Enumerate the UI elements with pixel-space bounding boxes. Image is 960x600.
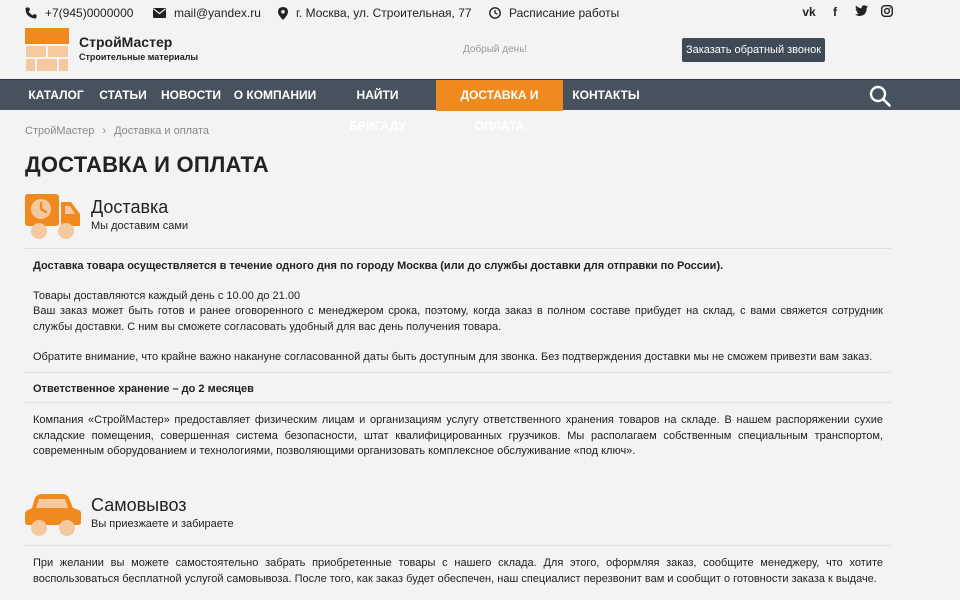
phone-contact[interactable] (25, 6, 133, 20)
envelope-icon (153, 8, 166, 18)
phone-number: +7(945)0000000 (45, 6, 134, 20)
email-contact[interactable] (153, 6, 261, 20)
logo-subtitle: Строительные материалы (79, 52, 199, 62)
section-divider (25, 372, 891, 373)
delivery-intro: Доставка товара осуществляется в течение одного дня по городу Москва (или до службы доставки для отправки по России). (33, 260, 724, 272)
section-divider (25, 248, 891, 249)
logo-text[interactable] (79, 34, 198, 62)
pickup-title: Самовывоз (91, 495, 187, 515)
twitter-icon[interactable] (854, 5, 868, 20)
storage-title: Ответственное хранение – до 2 месяцев (33, 383, 254, 395)
section-divider (25, 545, 891, 546)
address-contact (278, 6, 472, 20)
delivery-title: Доставка (91, 197, 169, 217)
vk-icon[interactable]: vk (802, 5, 816, 19)
logo-title: СтройМастер (79, 34, 173, 50)
greeting-text: Добрый день! (463, 44, 528, 55)
nav-item-articles[interactable]: СТАТЬИ (99, 88, 147, 102)
email-address: mail@yandex.ru (174, 6, 261, 20)
pickup-text: При желании вы можете самостоятельно забрать приобретенные товары с нашего склада. Для этого, оформляя заказ, сообщите менеджеру, что хотите воспользоваться бесплатной услугой самовывоза. После того, как заказ будет обеспечен, наш специалист перезвонит вам и сообщит о готовности заказа к выдаче. (33, 557, 883, 585)
nav-item-delivery[interactable]: ДОСТАВКА И ОПЛАТА (436, 80, 563, 111)
social-links (802, 5, 894, 20)
schedule-label: Расписание работы (509, 6, 620, 20)
section-divider (25, 402, 891, 403)
phone-icon (25, 7, 37, 19)
nav-item-catalog[interactable]: КАТАЛОГ (28, 88, 84, 102)
nav-item-find-team[interactable]: НАЙТИ БРИГАДУ (349, 88, 406, 133)
delivery-truck-clock-icon (25, 194, 81, 240)
schedule-link[interactable] (489, 6, 619, 20)
delivery-notice: Обратите внимание, что крайне важно накануне согласованной даты быть доступным для звонка. Без подтверждения доставки мы не сможем привезти вам заказ. (33, 351, 873, 363)
breadcrumb-home-link[interactable]: СтройМастер (25, 125, 95, 137)
nav-item-about[interactable]: О КОМПАНИИ (233, 88, 317, 102)
delivery-order-ready: Ваш заказ может быть готов и ранее оговоренного с менеджером срока, поэтому, когда заказ в полном составе прибудет на склад, с вами свяжется сотрудник службы доставки. С ним вы сможете согласовать удобный для вас день получения товара. (33, 305, 883, 333)
search-icon[interactable] (869, 85, 891, 107)
pickup-subtitle: Вы приезжаете и забираете (91, 518, 234, 530)
breadcrumb (25, 125, 209, 137)
nav-item-news[interactable]: НОВОСТИ (160, 88, 222, 102)
facebook-icon[interactable]: f (833, 5, 837, 19)
page-title: ДОСТАВКА И ОПЛАТА (25, 152, 269, 177)
address-text: г. Москва, ул. Строительная, 77 (296, 6, 472, 20)
nav-item-contacts[interactable]: КОНТАКТЫ (572, 88, 640, 102)
top-bar (0, 0, 960, 26)
instagram-icon[interactable] (880, 5, 894, 20)
breadcrumb-separator: › (102, 125, 107, 137)
pickup-car-icon (25, 494, 81, 540)
delivery-subtitle: Мы доставим сами (91, 220, 189, 232)
map-pin-icon (278, 7, 288, 20)
storage-text: Компания «СтройМастер» предоставляет физическим лицам и организациям услугу ответственного хранения товаров на складе. В нашем распоряжении сухие складские помещения, совершенная система безопасности, штат квалифицированных грузчиков. Мы располагаем собственным специальным транспортом, современным оборудованием и технологиями, позволяющими организовать комплексное обслуживание «под ключ». (33, 414, 883, 457)
clock-icon (489, 7, 501, 19)
delivery-hours: Товары доставляются каждый день с 10.00 до 21.00 (33, 290, 301, 302)
brick-wall-logo-icon[interactable] (25, 28, 69, 72)
breadcrumb-current: Доставка и оплата (114, 125, 209, 137)
site-header (0, 26, 960, 79)
callback-request-button[interactable]: Заказать обратный звонок (682, 38, 825, 62)
